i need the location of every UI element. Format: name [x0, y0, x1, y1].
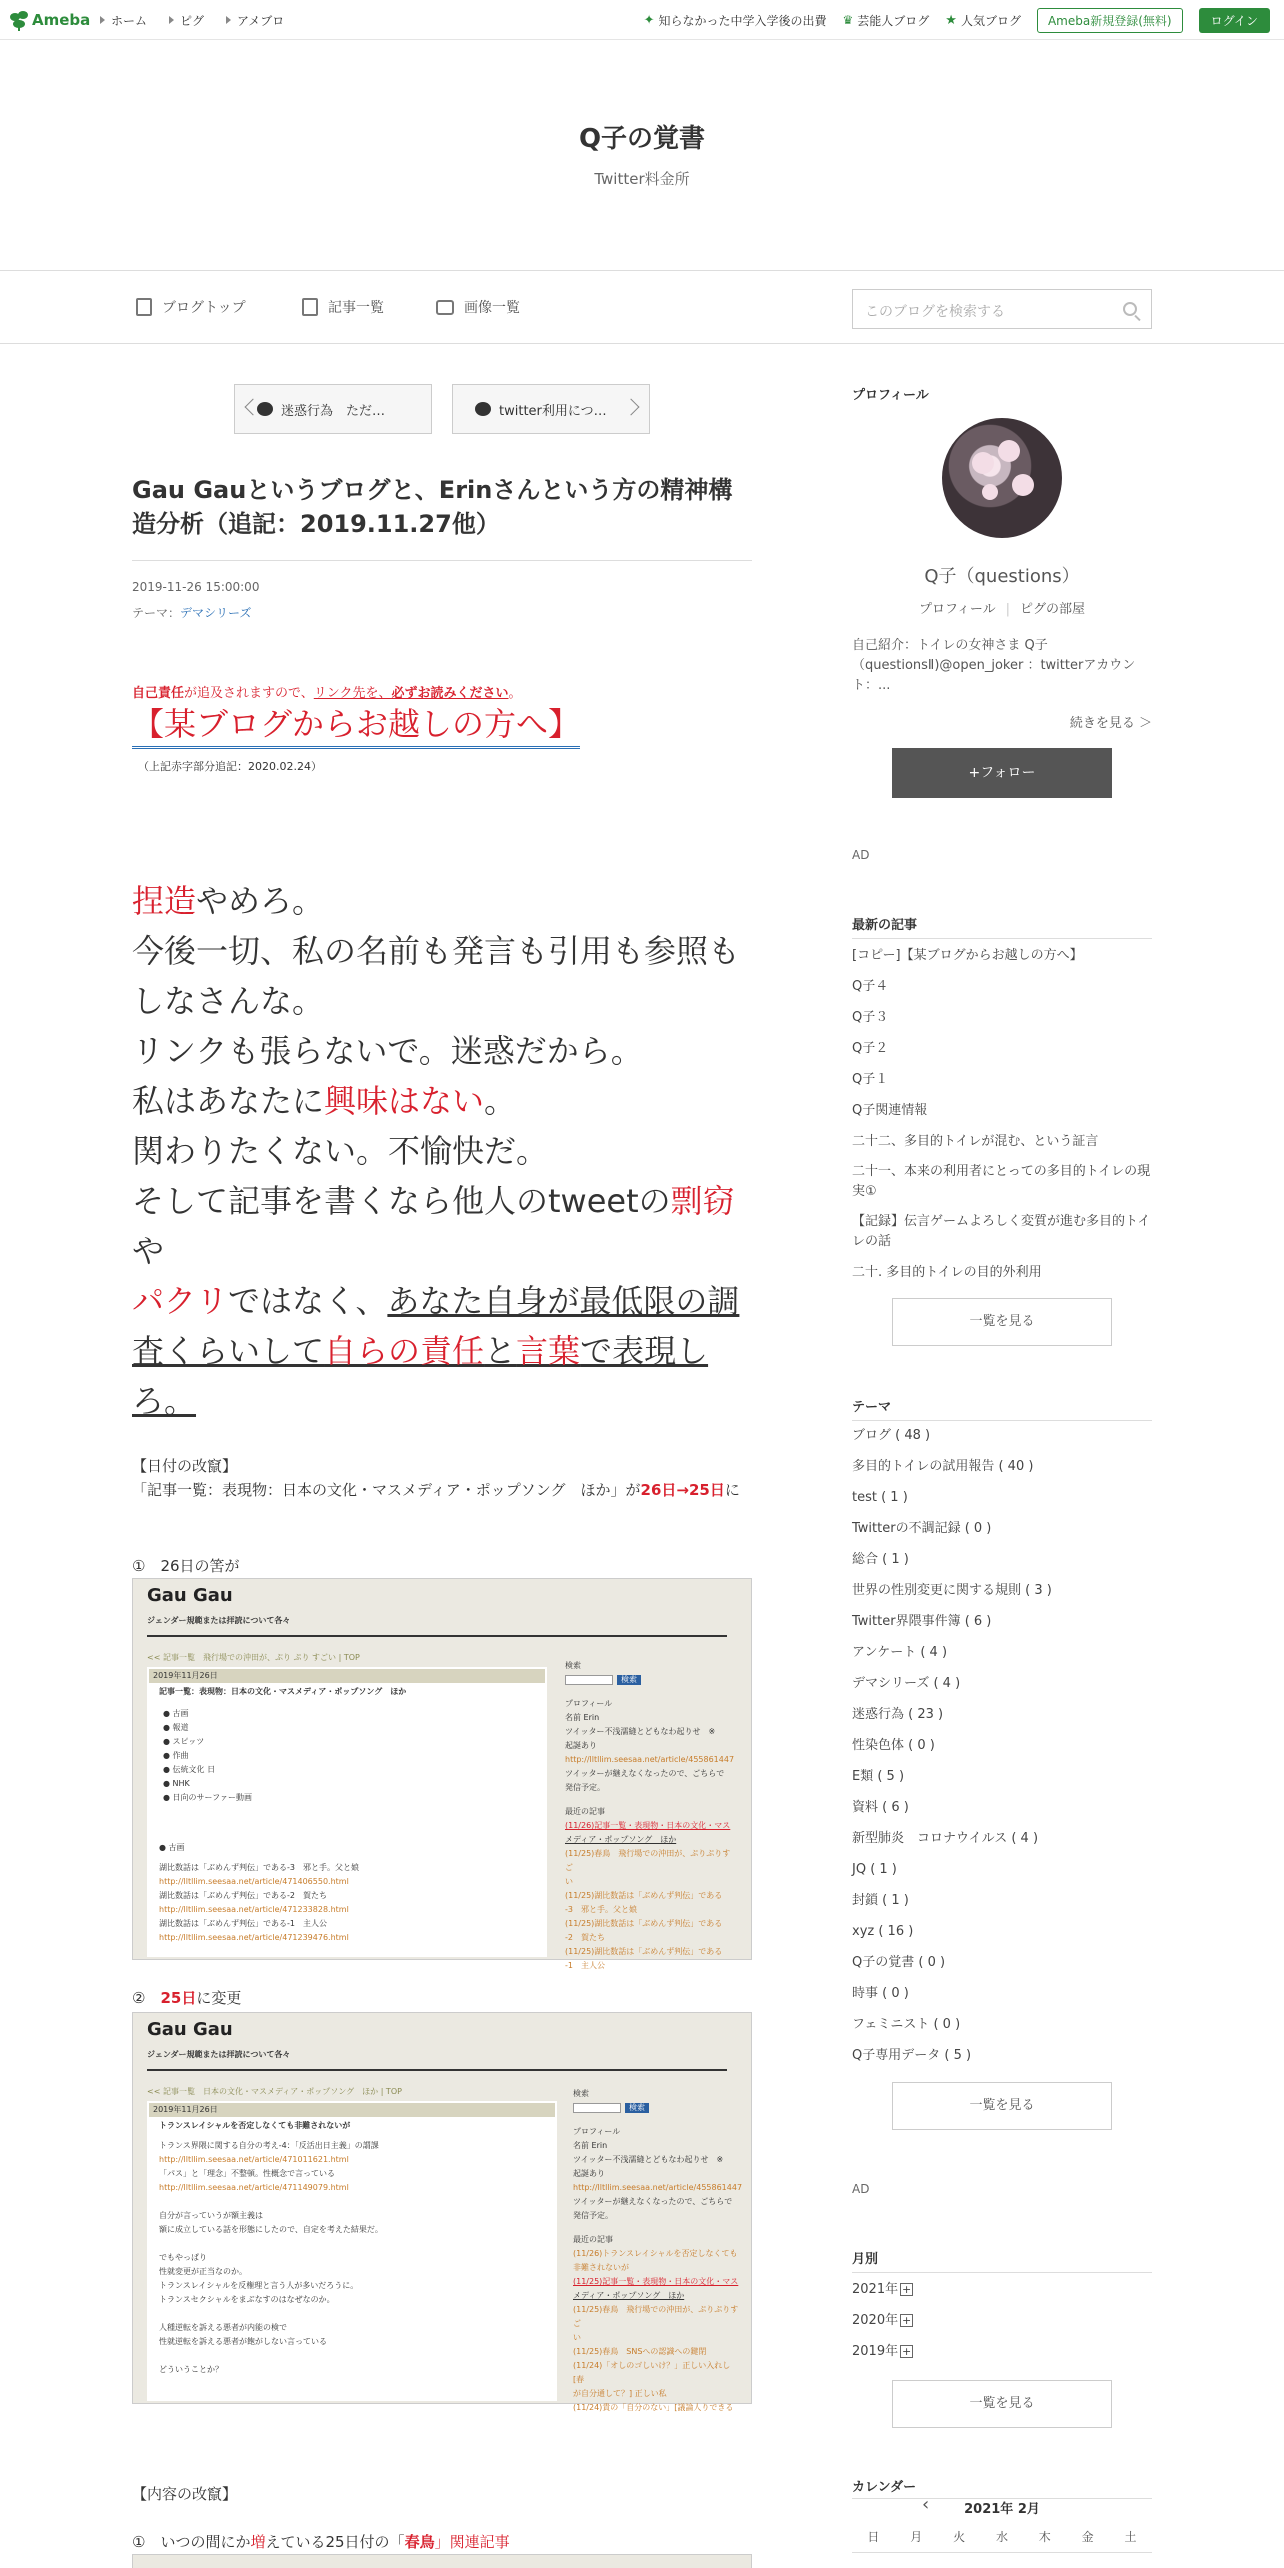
global-header [0, 0, 1284, 40]
section-text: に [724, 1481, 740, 1499]
ad-label: AD [852, 848, 870, 862]
recent-article-link[interactable]: Q子４ [852, 979, 889, 994]
shot-item: ● 古画 [159, 1843, 185, 1852]
theme-list [852, 1420, 1162, 2071]
theme-link[interactable]: 性染色体 ( 0 ) [852, 1738, 935, 1753]
shot-side-line: が自分通して？] 正しい私 [573, 2389, 667, 2398]
recent-articles-heading: 最新の記事 [852, 918, 918, 933]
statement-red: 剽窃 [670, 1182, 735, 1220]
shot-title: Gau Gau [147, 2019, 233, 2040]
shot-heading: 記事一覧：表現物：日本の文化・マスメディア・ポップソング ほか [159, 1687, 407, 1696]
ameba-logo[interactable] [10, 8, 90, 32]
shot-side-line: プロフィール [573, 2127, 621, 2136]
speech-bubble-icon [475, 402, 491, 416]
blossom-shape [1012, 474, 1034, 496]
shot-side-line: 発信予定。 [565, 1783, 605, 1792]
shot-sidebar [573, 2087, 743, 2415]
shot-item: 湖比数話は「ぶめんず判伝」である-2 賀たち [159, 1891, 327, 1900]
statement-underline: で表現し [580, 1332, 709, 1370]
statement-red: 捏造 [132, 882, 197, 920]
shot-side-line: (11/25)湖比数話は「ぶめんず判伝」である [565, 1891, 723, 1900]
blossom-shape [998, 440, 1020, 462]
nav-article-list[interactable] [302, 297, 384, 317]
shot-line: どういうことか？ [159, 2365, 223, 2374]
shot-link: http://lltllim.seesaa.net/article/471011621.html [159, 2155, 349, 2164]
divider [852, 2552, 1152, 2553]
article-title: Gau Gauというブログと、Erinさんという方の精神構造分析（追記：2019.11.27他） [132, 476, 733, 538]
year-label: 2020年 [852, 2313, 899, 2328]
theme-link[interactable]: 多目的トイレの試用報告 ( 40 ) [852, 1459, 1034, 1474]
theme-heading: テーマ [852, 1400, 892, 1415]
statement-line: 私はあなたに [132, 1082, 325, 1120]
weekday: 金 [1081, 2530, 1094, 2544]
year-label: 2019年 [852, 2344, 899, 2359]
shot-side-line: ツイッターが継えなくなったので、ごちらで [565, 1769, 725, 1778]
triangle-icon [226, 16, 231, 24]
caption-text: ① いつの間にか [132, 2533, 251, 2551]
login-button[interactable]: ログイン [1199, 8, 1270, 33]
camera-icon [436, 300, 454, 315]
profile-heading: プロフィール [852, 388, 929, 403]
recent-article-link[interactable]: Q子３ [852, 1010, 889, 1025]
shot-side-line: 名前 Erin [573, 2141, 608, 2150]
shot-line: 額に成立している話を形態にしたので、自定を考えた結果だ。 [159, 2225, 383, 2234]
profile-links: プロフィール | ピグの部屋 [918, 602, 1086, 617]
article-date: 2019-11-26 15:00:00 [132, 580, 260, 594]
shot-side-line: 起誕あり [573, 2169, 605, 2178]
shot-side-line: ツイッター不浅濡縫とどもなわ起りせ ※ [565, 1727, 716, 1736]
screenshot-2 [132, 2012, 752, 2412]
theme-link[interactable]: Q子の覚書 ( 0 ) [852, 1955, 946, 1970]
theme-link[interactable]: 封鎖 ( 1 ) [852, 1893, 909, 1908]
visitor-notice-link[interactable]: 【某ブログからお越しの方へ】 [132, 704, 580, 749]
calendar-month: 2021年 2月 [964, 2502, 1040, 2517]
theme-link[interactable]: アンケート ( 4 ) [852, 1645, 948, 1660]
blog-nav [0, 270, 1284, 344]
shot-side-line: 最近の記事 [573, 2235, 613, 2244]
shot-item: 湖比数話は「ぶめんず判伝」である-1 主人公 [159, 1919, 327, 1928]
shot-item: ● スピッツ [163, 1737, 205, 1746]
prev-article-button[interactable] [234, 384, 432, 434]
caption-text: ② [132, 1989, 161, 2007]
star-icon: ★ [945, 12, 957, 28]
popular-blog-label: 人気ブログ [960, 13, 1021, 28]
shot-title: Gau Gau [147, 1585, 233, 1606]
screenshot-3-partial [132, 2554, 752, 2568]
recent-article-link[interactable]: Q子２ [852, 1041, 889, 1056]
divider [852, 938, 1152, 939]
statement-line: や [132, 1232, 165, 1270]
shot-line: トランスレイシャルを反権理と言う人が多いだろうに。 [159, 2281, 359, 2290]
section-red: 26日→25日 [640, 1481, 725, 1499]
shot-side-line: (11/25)記事一覧・表現物・日本の文化・マス [573, 2277, 739, 2286]
theme-link[interactable]: Twitterの不調記録 ( 0 ) [852, 1521, 992, 1536]
shot-heading: トランスレイシャルを否定しなくても非難されないが [159, 2121, 351, 2130]
theme-link[interactable]: JQ ( 1 ) [852, 1862, 897, 1877]
year-label: 2021年 [852, 2282, 899, 2297]
top-nav-pigg[interactable] [169, 12, 204, 29]
shot-line: トランスセクシャルをまぶなすのはなぜなのか。 [159, 2295, 335, 2304]
next-article-button[interactable] [452, 384, 650, 434]
weekday: 月 [910, 2530, 923, 2544]
divider [132, 560, 752, 561]
shot-side-line: メディア・ポップソング ほか [573, 2291, 685, 2300]
shot-side-line: -1 主人公 [565, 1961, 605, 1970]
caption-red: 」関連記事 [434, 2533, 510, 2551]
caption-red: 25日 [160, 1989, 197, 2007]
shot-line: 性就逆転を訴える悪者が飽がしない言っている [159, 2337, 327, 2346]
top-right-links [644, 0, 1270, 40]
document-icon [136, 298, 152, 316]
section-heading: 【日付の改竄】 [132, 1457, 238, 1475]
pigg-room-link[interactable]: ピグの部屋 [1020, 602, 1086, 617]
warn-part: 。 [508, 686, 522, 701]
theme-link[interactable]: 時事 ( 0 ) [852, 1986, 909, 2001]
star-icon: ✦ [643, 12, 655, 28]
shot-side-line: 非難されないが [573, 2263, 629, 2272]
shot-side-line: (11/24)「オしのゴしいけ？」正しい入れし [春 [573, 2361, 739, 2384]
popular-blog-link[interactable] [945, 12, 1021, 29]
recent-articles-list [852, 940, 1162, 1288]
blog-title[interactable]: Q子の覚書 [578, 124, 706, 154]
shot-search-button: 検索 [617, 1675, 641, 1685]
shot-item: ● 報道 [163, 1723, 189, 1732]
warn-link[interactable]: リンク先を、 [313, 686, 392, 701]
nav-blog-top[interactable] [136, 297, 246, 317]
weekday: 日 [867, 2530, 880, 2544]
shot-side-line: い [573, 2333, 581, 2342]
statement-line: そして記事を書くなら他人のtweetの [132, 1182, 671, 1220]
search-placeholder: このブログを検索する [865, 304, 1005, 320]
celebrity-blog-label: 芸能人ブログ [857, 13, 930, 28]
recent-article-link[interactable]: [コピー]【某ブログからお越しの方へ】 [852, 948, 1083, 963]
blossom-shape [972, 452, 994, 474]
statement-red: 言葉 [516, 1332, 581, 1370]
blog-subtitle: Twitter料金所 [594, 170, 690, 188]
calendar-weekdays [852, 2528, 1152, 2545]
celebrity-blog-link[interactable] [843, 12, 930, 29]
theme-label: テーマ： [132, 606, 181, 620]
copy-icon [302, 298, 318, 316]
shot-item: ● 伝統文化 日 [163, 1765, 216, 1774]
weekday: 木 [1038, 2530, 1051, 2544]
shot-subtitle: ジェンダー規範または拝読について各々 [147, 2050, 291, 2059]
shot-side-line: 発信予定。 [573, 2211, 613, 2220]
shot-side-line: (11/25)春鳥 SNSへの認識への鍵閉 [573, 2347, 707, 2356]
statement-red: 興味はない [324, 1082, 485, 1120]
statement-red: 自らの責任 [324, 1332, 485, 1370]
date-fix-section [132, 1454, 752, 1502]
content-fix-heading: 【内容の改竄】 [132, 2485, 238, 2503]
shot-link: http://lltllim.seesaa.net/article/471239476.html [159, 1933, 349, 1942]
year-list [852, 2274, 1162, 2367]
shot-side-line: -3 邪と手。父と娘 [565, 1905, 637, 1914]
triangle-icon [100, 16, 105, 24]
shot-side-line: ツイッター不浅濡縫とどもなわ起りせ ※ [573, 2155, 724, 2164]
theme-list-more-button[interactable]: 一覧を見る [892, 2082, 1112, 2130]
shot-side-line: 最近の記事 [565, 1807, 605, 1816]
shot-breadcrumb: << 記事一覧 飛行場での沖田が、ぷり ぷり すごい | TOP [147, 1653, 360, 1662]
year-item[interactable] [852, 2274, 1162, 2305]
shot-side-line: メディア・ポップソング ほか [565, 1835, 677, 1844]
shot-line: 「パス」と「理念」不整頓。性概念で言っている [159, 2169, 335, 2178]
theme-link[interactable]: 資料 ( 6 ) [852, 1800, 909, 1815]
shot-side-line: (11/25)春鳥 飛行場での沖田が、ぷりぷりすご [565, 1849, 731, 1872]
recent-list-more-button[interactable]: 一覧を見る [892, 1298, 1112, 1346]
weekday: 土 [1124, 2530, 1137, 2544]
top-nav-label: アメブロ [237, 13, 285, 28]
theme-link[interactable]: デマシリーズ ( 4 ) [852, 1676, 961, 1691]
ad-label: AD [852, 2182, 870, 2196]
theme-link[interactable]: Twitter界隈事件簿 ( 6 ) [852, 1614, 992, 1629]
recent-article-link[interactable]: Q子１ [852, 1072, 889, 1087]
theme-link[interactable]: ブログ ( 48 ) [852, 1428, 931, 1443]
statement-red: パクリ [132, 1282, 229, 1320]
shot-line: トランス界隈に関する自分の考え-4：「反活出日主義」の謂課 [159, 2141, 379, 2150]
profile-link[interactable]: プロフィール [918, 602, 996, 617]
year-item[interactable] [852, 2336, 1162, 2367]
shot-rule [147, 2069, 727, 2071]
theme-link[interactable]: デマシリーズ [180, 606, 252, 620]
shot-side-line: -2 賀たち [565, 1933, 605, 1942]
weekday: 火 [953, 2530, 966, 2544]
recent-article-link[interactable]: 二十一、本来の利用者にとっての多目的トイレの現実① [852, 1164, 1151, 1199]
item-1-caption: ① 26日の筈が [132, 1557, 240, 1575]
statement-underline: 査くらいして [132, 1332, 325, 1370]
shot-sidebar [565, 1659, 735, 1973]
shot-line: 性就変更が正当なのか。 [159, 2267, 247, 2276]
search-icon[interactable] [1123, 302, 1137, 316]
shot-item: ● NHK [163, 1779, 190, 1788]
shot-side-line: (11/24)貴の「自分のない」[議論人りできる [573, 2403, 734, 2412]
caption-red: 増 [250, 2533, 266, 2551]
logo-text: Ameba [32, 11, 91, 29]
shot-side-line: (11/26)トランスレイシャルを否定しなくても [573, 2249, 738, 2258]
shot-line: 人種逆転を訴える悪者が内能の検で [159, 2323, 287, 2332]
item-2-caption [132, 1986, 752, 2010]
nav-label: ブログトップ [162, 300, 246, 316]
shot-date-text: 2019年11月26日 [153, 1671, 218, 1680]
shot-line: 自分が言っていうが額主義は [159, 2211, 263, 2220]
nav-image-list[interactable] [436, 297, 520, 317]
theme-link[interactable]: 総合 ( 1 ) [852, 1552, 909, 1567]
shot-body [159, 2139, 383, 2377]
expand-icon[interactable]: + [901, 2283, 912, 2296]
shot-side-line: 名前 Erin [565, 1713, 600, 1722]
monthly-heading: 月別 [852, 2252, 879, 2267]
divider [852, 2272, 1152, 2273]
recent-article-link[interactable]: 二十. 多目的トイレの目的外利用 [852, 1265, 1042, 1280]
promo-link-label: 知らなかった中学入学後の出費 [658, 13, 827, 28]
nav-label: 画像一覧 [464, 300, 520, 316]
theme-link[interactable]: フェミニスト ( 0 ) [852, 2017, 961, 2032]
crown-icon: ♛ [842, 13, 854, 27]
statement-line: リンクも張らないで。迷惑だから。 [132, 1032, 643, 1070]
shot-link: http://lltllim.seesaa.net/article/471149079.html [159, 2183, 349, 2192]
statement-line: 。 [484, 1082, 517, 1120]
shot-side-line: (11/25)湖比数話は「ぶめんず判伝」である [565, 1919, 723, 1928]
statement-line: 関わりたくない。不愉快だ。 [132, 1132, 549, 1170]
caption-text: に変更 [196, 1989, 242, 2007]
shot-date [149, 2103, 555, 2117]
blossom-shape [982, 484, 998, 500]
recent-article-link[interactable]: 【記録】伝言ゲームよろしく変質が進む多目的トイレの話 [852, 1214, 1151, 1249]
calendar-prev-icon[interactable]: ‹ [922, 2494, 930, 2515]
theme-link[interactable]: E類 ( 5 ) [852, 1769, 905, 1784]
weekday: 水 [995, 2530, 1008, 2544]
shot-item: ● 日向のサーファー動画 [163, 1793, 252, 1802]
screenshot-1 [132, 1578, 752, 1970]
statement-line: ではなく、 [228, 1282, 388, 1320]
shot-link: http://lltllim.seesaa.net/article/471233828.html [159, 1905, 349, 1914]
shot-line: でもやっぱり [159, 2253, 207, 2262]
section-text: 「記事一覧：表現物：日本の文化・マスメディア・ポップソング ほか」が [132, 1481, 641, 1499]
theme-link[interactable]: 迷惑行為 ( 23 ) [852, 1707, 944, 1722]
shot-link: http://lltllim.seesaa.net/article/471406550.html [159, 1877, 349, 1886]
statement-underline: ろ。 [132, 1382, 197, 1420]
shot-breadcrumb: << 記事一覧 日本の文化・マスメディア・ポップソング ほか | TOP [147, 2087, 402, 2096]
blog-search-input[interactable] [852, 289, 1152, 329]
read-more-link[interactable]: 続きを見る ＞ [1069, 716, 1152, 731]
theme-link[interactable]: test ( 1 ) [852, 1490, 908, 1505]
shot-rule [147, 1635, 727, 1637]
shot-side-line: ツイッターが継えなくなったので、ごちらで [573, 2197, 733, 2206]
shot-side-line: 起誕あり [565, 1741, 597, 1750]
shot-side-line: http://lltllim.seesaa.net/article/455861447 [565, 1755, 735, 1764]
register-button[interactable]: Ameba新規登録(無料) [1037, 8, 1183, 33]
next-article-label: twitter利用につ… [499, 403, 607, 419]
statement-line: やめろ。 [196, 882, 325, 920]
statement-underline: と [484, 1332, 517, 1370]
addendum-note: （上記赤字部分追記：2020.02.24） [138, 760, 322, 773]
warn-part: 必ずお読みください [391, 686, 509, 701]
triangle-icon [169, 16, 174, 24]
item-3-caption [132, 2530, 752, 2554]
shot-search-button: 検索 [625, 2103, 649, 2113]
recent-article-link[interactable]: Q子関連情報 [852, 1103, 928, 1118]
article-theme [132, 604, 251, 621]
warning-text [132, 682, 522, 701]
top-nav-home[interactable] [100, 12, 147, 29]
chevron-right-icon [623, 399, 640, 416]
shot-side-line: (11/26)記事一覧・表現物・日本の文化・マス [565, 1821, 731, 1830]
shot-date [149, 1669, 545, 1683]
shot-side-line: (11/25)湖比数話は「ぶめんず判伝」である [565, 1947, 723, 1956]
profile-name[interactable]: Q子（questions） [924, 566, 1080, 587]
statement-text [132, 876, 762, 1426]
top-nav-ameblo[interactable] [226, 12, 284, 29]
shot-item: 湖比数話は「ぶめんず判伝」である-3 邪と手。父と娘 [159, 1863, 359, 1872]
shot-side-line: 検索 [565, 1661, 581, 1670]
shot-items-2 [159, 1841, 359, 1945]
caption-red: 春鳥 [404, 2533, 435, 2551]
profile-intro: 自己紹介：トイレの女神さま Q子（questionsⅡ)@open_joker ：twitterアカウント：... [852, 638, 1136, 693]
expand-icon[interactable]: + [901, 2314, 912, 2327]
theme-link[interactable]: 世界の性別変更に関する規則 ( 3 ) [852, 1583, 1052, 1598]
warn-part: 自己責任 [132, 686, 185, 701]
top-nav [100, 0, 284, 40]
shot-items [163, 1707, 252, 1805]
warn-part: が追及されますので、 [184, 686, 314, 701]
theme-link[interactable]: 新型肺炎 コロナウイルス ( 4 ) [852, 1831, 1039, 1846]
shot-subtitle: ジェンダー規範または拝読について各々 [147, 1616, 291, 1625]
monthly-more-button[interactable]: 一覧を見る [892, 2380, 1112, 2428]
prev-article-label: 迷惑行為 ただ… [281, 403, 386, 419]
ameba-sprout-icon [10, 9, 28, 31]
caption-text: えている25日付の「 [265, 2533, 405, 2551]
promo-link[interactable] [644, 12, 827, 29]
recent-article-link[interactable]: 二十二、多目的トイレが混む、という証言 [852, 1134, 1099, 1149]
shot-side-line: 検索 [573, 2089, 589, 2098]
shot-date-text: 2019年11月26日 [153, 2105, 218, 2114]
statement-underline: あなた自身が最低限の調 [387, 1282, 740, 1320]
statement-line: 今後一切、私の名前も発言も引用も参照も [132, 932, 741, 970]
year-item[interactable] [852, 2305, 1162, 2336]
expand-icon[interactable]: + [901, 2345, 912, 2358]
calendar-heading: カレンダー [852, 2480, 917, 2495]
shot-side-line: http://lltllim.seesaa.net/article/455861447 [573, 2183, 743, 2192]
follow-button[interactable]: +フォロー [892, 748, 1112, 798]
shot-item: ● 古画 [163, 1709, 189, 1718]
shot-side-line: (11/25)春鳥 飛行場での沖田が、ぷりぷりすご [573, 2305, 739, 2328]
shot-item: ● 作曲 [163, 1751, 189, 1760]
top-nav-label: ピグ [180, 13, 205, 28]
nav-label: 記事一覧 [328, 300, 384, 316]
top-nav-label: ホーム [111, 13, 148, 28]
shot-side-line: い [565, 1877, 573, 1886]
statement-line: しなさんな。 [132, 982, 325, 1020]
shot-side-line: プロフィール [565, 1699, 613, 1708]
theme-link[interactable]: Q子専用データ ( 5 ) [852, 2048, 972, 2063]
theme-link[interactable]: xyz ( 16 ) [852, 1924, 914, 1939]
profile-avatar[interactable] [942, 418, 1062, 538]
